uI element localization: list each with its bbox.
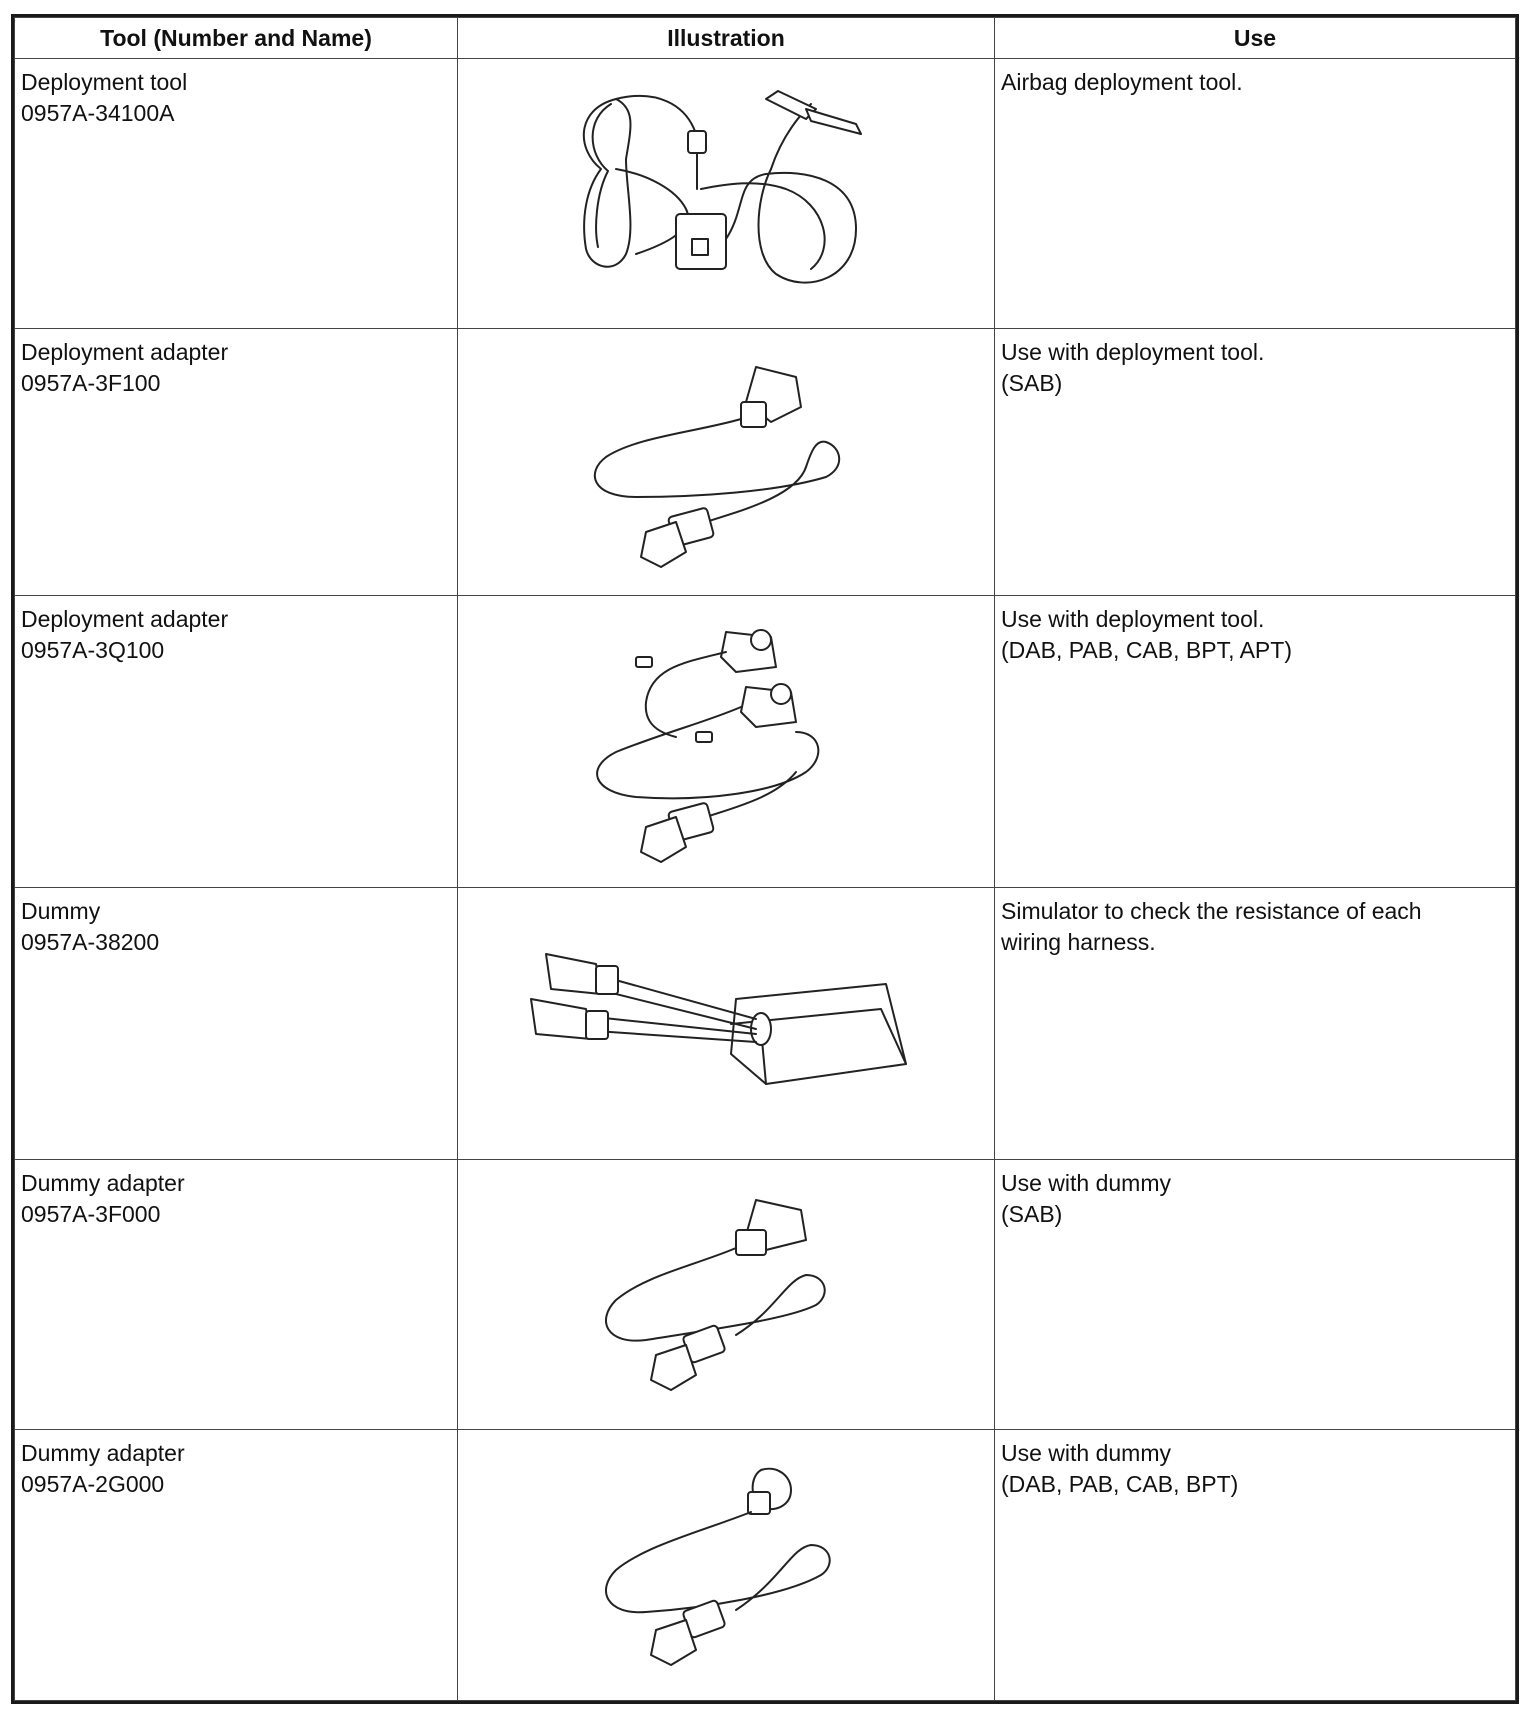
tool-number: 0957A-3F100 (21, 370, 161, 396)
use-line: Simulator to check the resistance of each (1001, 898, 1422, 924)
tool-name: Dummy adapter (21, 1170, 185, 1196)
special-tools-sheet (11, 14, 1519, 1704)
use-line: Airbag deployment tool. (1001, 69, 1243, 95)
use-line: wiring harness. (1001, 929, 1156, 955)
table-row (15, 329, 1516, 596)
tool-number: 0957A-3F000 (21, 1201, 161, 1227)
illustration-cell (458, 596, 995, 888)
tool-name: Deployment tool (21, 69, 188, 95)
special-tools-table (14, 17, 1516, 1701)
illustration-cell (458, 59, 995, 329)
deployment-adapter-sab-icon (576, 347, 876, 577)
use-line: (SAB) (1001, 370, 1063, 396)
table-header-row (15, 18, 1516, 59)
use-line: Use with dummy (1001, 1170, 1171, 1196)
use-cell (995, 1160, 1516, 1430)
dummy-simulator-icon (516, 924, 936, 1124)
use-line: Use with deployment tool. (1001, 606, 1265, 632)
tool-number: 0957A-3Q100 (21, 637, 165, 663)
illustration-cell (458, 888, 995, 1160)
tool-cell (15, 596, 458, 888)
use-line: Use with deployment tool. (1001, 339, 1265, 365)
illustration-cell (458, 329, 995, 596)
table-row (15, 888, 1516, 1160)
deployment-tool-icon (556, 79, 896, 309)
table-row (15, 1430, 1516, 1701)
tool-cell (15, 1430, 458, 1701)
tool-cell (15, 59, 458, 329)
use-line: (DAB, PAB, CAB, BPT, APT) (1001, 637, 1292, 663)
deployment-adapter-multi-icon (576, 612, 876, 872)
tool-name: Deployment adapter (21, 339, 229, 365)
use-cell (995, 1430, 1516, 1701)
dummy-adapter-multi-icon (586, 1450, 866, 1680)
tool-cell (15, 329, 458, 596)
tool-name: Deployment adapter (21, 606, 229, 632)
tool-number: 0957A-38200 (21, 929, 160, 955)
use-cell (995, 888, 1516, 1160)
table-row (15, 596, 1516, 888)
use-line: Use with dummy (1001, 1440, 1171, 1466)
table-row (15, 59, 1516, 329)
tool-number: 0957A-2G000 (21, 1471, 165, 1497)
use-line: (SAB) (1001, 1201, 1063, 1227)
tool-name: Dummy adapter (21, 1440, 185, 1466)
header-use: Use (995, 18, 1516, 59)
use-line: (DAB, PAB, CAB, BPT) (1001, 1471, 1239, 1497)
use-cell (995, 329, 1516, 596)
table-row (15, 1160, 1516, 1430)
tool-cell (15, 1160, 458, 1430)
illustration-cell (458, 1160, 995, 1430)
tool-number: 0957A-34100A (21, 100, 175, 126)
illustration-cell (458, 1430, 995, 1701)
tool-name: Dummy (21, 898, 101, 924)
dummy-adapter-sab-icon (586, 1180, 866, 1410)
use-cell (995, 596, 1516, 888)
tool-cell (15, 888, 458, 1160)
header-illustration: Illustration (458, 18, 995, 59)
use-cell (995, 59, 1516, 329)
header-tool: Tool (Number and Name) (15, 18, 458, 59)
